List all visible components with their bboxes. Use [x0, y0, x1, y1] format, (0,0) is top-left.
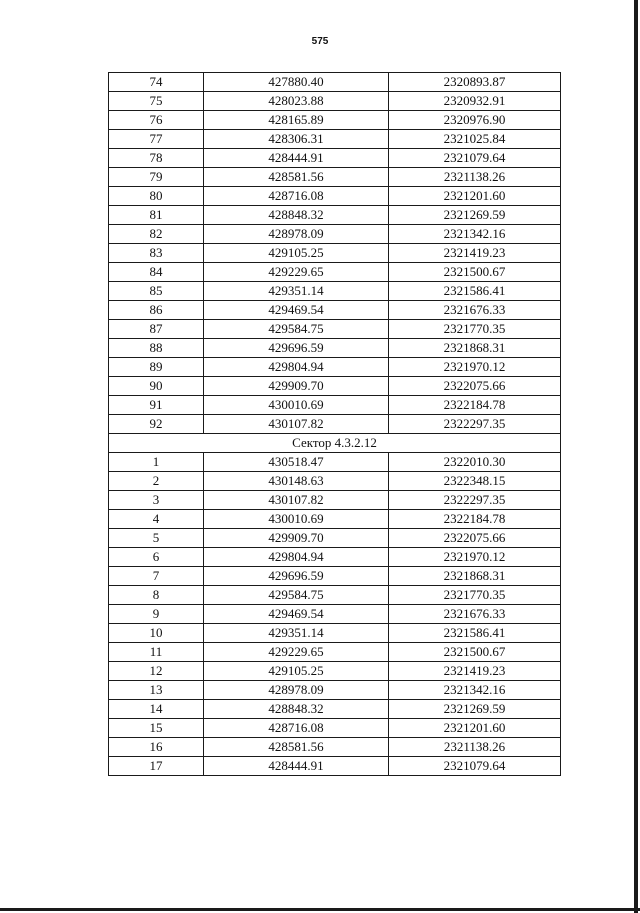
- point-number-cell: 82: [109, 225, 204, 244]
- table-row: [109, 377, 561, 396]
- section-header-row: [109, 434, 561, 453]
- point-number-cell: 7: [109, 567, 204, 586]
- x-coordinate-cell: 429909.70: [204, 529, 389, 548]
- table-row: [109, 206, 561, 225]
- y-coordinate-cell: 2322297.35: [389, 415, 561, 434]
- y-coordinate-cell: 2321586.41: [389, 282, 561, 301]
- y-coordinate-cell: 2320893.87: [389, 73, 561, 92]
- y-coordinate-cell: 2321025.84: [389, 130, 561, 149]
- point-number-cell: 1: [109, 453, 204, 472]
- scan-edge-bottom: [0, 908, 640, 911]
- x-coordinate-cell: 428306.31: [204, 130, 389, 149]
- y-coordinate-cell: 2321079.64: [389, 757, 561, 776]
- point-number-cell: 79: [109, 168, 204, 187]
- point-number-cell: 4: [109, 510, 204, 529]
- y-coordinate-cell: 2321868.31: [389, 567, 561, 586]
- table-row: [109, 92, 561, 111]
- point-number-cell: 6: [109, 548, 204, 567]
- point-number-cell: 92: [109, 415, 204, 434]
- table-row: [109, 472, 561, 491]
- y-coordinate-cell: 2321770.35: [389, 320, 561, 339]
- y-coordinate-cell: 2321342.16: [389, 681, 561, 700]
- y-coordinate-cell: 2321201.60: [389, 719, 561, 738]
- y-coordinate-cell: 2321419.23: [389, 662, 561, 681]
- table-row: [109, 320, 561, 339]
- table-row: [109, 700, 561, 719]
- x-coordinate-cell: 428848.32: [204, 206, 389, 225]
- x-coordinate-cell: 430518.47: [204, 453, 389, 472]
- y-coordinate-cell: 2322075.66: [389, 529, 561, 548]
- x-coordinate-cell: 430107.82: [204, 491, 389, 510]
- point-number-cell: 76: [109, 111, 204, 130]
- y-coordinate-cell: 2321138.26: [389, 168, 561, 187]
- table-row: [109, 282, 561, 301]
- x-coordinate-cell: 428581.56: [204, 738, 389, 757]
- table-row: [109, 187, 561, 206]
- x-coordinate-cell: 429696.59: [204, 567, 389, 586]
- point-number-cell: 87: [109, 320, 204, 339]
- y-coordinate-cell: 2322075.66: [389, 377, 561, 396]
- table-row: [109, 339, 561, 358]
- y-coordinate-cell: 2322184.78: [389, 510, 561, 529]
- table-row: [109, 263, 561, 282]
- x-coordinate-cell: 428165.89: [204, 111, 389, 130]
- point-number-cell: 88: [109, 339, 204, 358]
- table-row: [109, 662, 561, 681]
- x-coordinate-cell: 429804.94: [204, 358, 389, 377]
- point-number-cell: 78: [109, 149, 204, 168]
- table-row: [109, 168, 561, 187]
- point-number-cell: 2: [109, 472, 204, 491]
- x-coordinate-cell: 428023.88: [204, 92, 389, 111]
- table-row: [109, 244, 561, 263]
- x-coordinate-cell: 429909.70: [204, 377, 389, 396]
- scan-edge-right: [634, 0, 638, 913]
- table-row: [109, 453, 561, 472]
- x-coordinate-cell: 430148.63: [204, 472, 389, 491]
- point-number-cell: 13: [109, 681, 204, 700]
- x-coordinate-cell: 428978.09: [204, 225, 389, 244]
- y-coordinate-cell: 2321676.33: [389, 301, 561, 320]
- y-coordinate-cell: 2321868.31: [389, 339, 561, 358]
- x-coordinate-cell: 429229.65: [204, 263, 389, 282]
- y-coordinate-cell: 2321269.59: [389, 206, 561, 225]
- y-coordinate-cell: 2321586.41: [389, 624, 561, 643]
- x-coordinate-cell: 429229.65: [204, 643, 389, 662]
- point-number-cell: 85: [109, 282, 204, 301]
- x-coordinate-cell: 429469.54: [204, 605, 389, 624]
- y-coordinate-cell: 2321970.12: [389, 358, 561, 377]
- y-coordinate-cell: 2322297.35: [389, 491, 561, 510]
- x-coordinate-cell: 429469.54: [204, 301, 389, 320]
- table-row: [109, 111, 561, 130]
- table-row: [109, 149, 561, 168]
- y-coordinate-cell: 2321419.23: [389, 244, 561, 263]
- point-number-cell: 17: [109, 757, 204, 776]
- x-coordinate-cell: 428848.32: [204, 700, 389, 719]
- table-row: [109, 358, 561, 377]
- table-row: [109, 738, 561, 757]
- point-number-cell: 77: [109, 130, 204, 149]
- y-coordinate-cell: 2320976.90: [389, 111, 561, 130]
- table-row: [109, 548, 561, 567]
- section-title: Сектор 4.3.2.12: [109, 434, 561, 453]
- point-number-cell: 75: [109, 92, 204, 111]
- point-number-cell: 86: [109, 301, 204, 320]
- table-row: [109, 73, 561, 92]
- point-number-cell: 9: [109, 605, 204, 624]
- x-coordinate-cell: 428716.08: [204, 187, 389, 206]
- table-row: [109, 605, 561, 624]
- y-coordinate-cell: 2322010.30: [389, 453, 561, 472]
- point-number-cell: 15: [109, 719, 204, 738]
- point-number-cell: 5: [109, 529, 204, 548]
- point-number-cell: 11: [109, 643, 204, 662]
- table-row: [109, 301, 561, 320]
- x-coordinate-cell: 429351.14: [204, 624, 389, 643]
- table-row: [109, 225, 561, 244]
- point-number-cell: 81: [109, 206, 204, 225]
- y-coordinate-cell: 2322348.15: [389, 472, 561, 491]
- point-number-cell: 84: [109, 263, 204, 282]
- y-coordinate-cell: 2321970.12: [389, 548, 561, 567]
- coordinates-table-container: [108, 72, 559, 776]
- y-coordinate-cell: 2321342.16: [389, 225, 561, 244]
- y-coordinate-cell: 2321770.35: [389, 586, 561, 605]
- table-row: [109, 510, 561, 529]
- x-coordinate-cell: 429105.25: [204, 662, 389, 681]
- x-coordinate-cell: 429584.75: [204, 320, 389, 339]
- y-coordinate-cell: 2322184.78: [389, 396, 561, 415]
- table-row: [109, 586, 561, 605]
- point-number-cell: 12: [109, 662, 204, 681]
- x-coordinate-cell: 430010.69: [204, 396, 389, 415]
- x-coordinate-cell: 428716.08: [204, 719, 389, 738]
- point-number-cell: 14: [109, 700, 204, 719]
- x-coordinate-cell: 429105.25: [204, 244, 389, 263]
- x-coordinate-cell: 429584.75: [204, 586, 389, 605]
- table-row: [109, 624, 561, 643]
- x-coordinate-cell: 428978.09: [204, 681, 389, 700]
- y-coordinate-cell: 2321500.67: [389, 263, 561, 282]
- x-coordinate-cell: 429696.59: [204, 339, 389, 358]
- y-coordinate-cell: 2321138.26: [389, 738, 561, 757]
- y-coordinate-cell: 2321676.33: [389, 605, 561, 624]
- table-row: [109, 643, 561, 662]
- y-coordinate-cell: 2321079.64: [389, 149, 561, 168]
- table-row: [109, 681, 561, 700]
- point-number-cell: 91: [109, 396, 204, 415]
- y-coordinate-cell: 2321201.60: [389, 187, 561, 206]
- table-body-upper: [109, 73, 561, 434]
- x-coordinate-cell: 429804.94: [204, 548, 389, 567]
- table-body-lower: [109, 453, 561, 776]
- table-row: [109, 415, 561, 434]
- point-number-cell: 89: [109, 358, 204, 377]
- table-row: [109, 719, 561, 738]
- y-coordinate-cell: 2321269.59: [389, 700, 561, 719]
- point-number-cell: 74: [109, 73, 204, 92]
- section-header-group: [109, 434, 561, 453]
- x-coordinate-cell: 430107.82: [204, 415, 389, 434]
- point-number-cell: 10: [109, 624, 204, 643]
- x-coordinate-cell: 430010.69: [204, 510, 389, 529]
- table-row: [109, 491, 561, 510]
- point-number-cell: 16: [109, 738, 204, 757]
- table-row: [109, 757, 561, 776]
- point-number-cell: 83: [109, 244, 204, 263]
- point-number-cell: 80: [109, 187, 204, 206]
- coordinates-table: [108, 72, 561, 776]
- x-coordinate-cell: 428581.56: [204, 168, 389, 187]
- table-row: [109, 529, 561, 548]
- x-coordinate-cell: 428444.91: [204, 757, 389, 776]
- x-coordinate-cell: 427880.40: [204, 73, 389, 92]
- table-row: [109, 396, 561, 415]
- point-number-cell: 8: [109, 586, 204, 605]
- table-row: [109, 130, 561, 149]
- page-number: 575: [311, 36, 329, 47]
- y-coordinate-cell: 2320932.91: [389, 92, 561, 111]
- x-coordinate-cell: 429351.14: [204, 282, 389, 301]
- point-number-cell: 3: [109, 491, 204, 510]
- point-number-cell: 90: [109, 377, 204, 396]
- x-coordinate-cell: 428444.91: [204, 149, 389, 168]
- table-row: [109, 567, 561, 586]
- y-coordinate-cell: 2321500.67: [389, 643, 561, 662]
